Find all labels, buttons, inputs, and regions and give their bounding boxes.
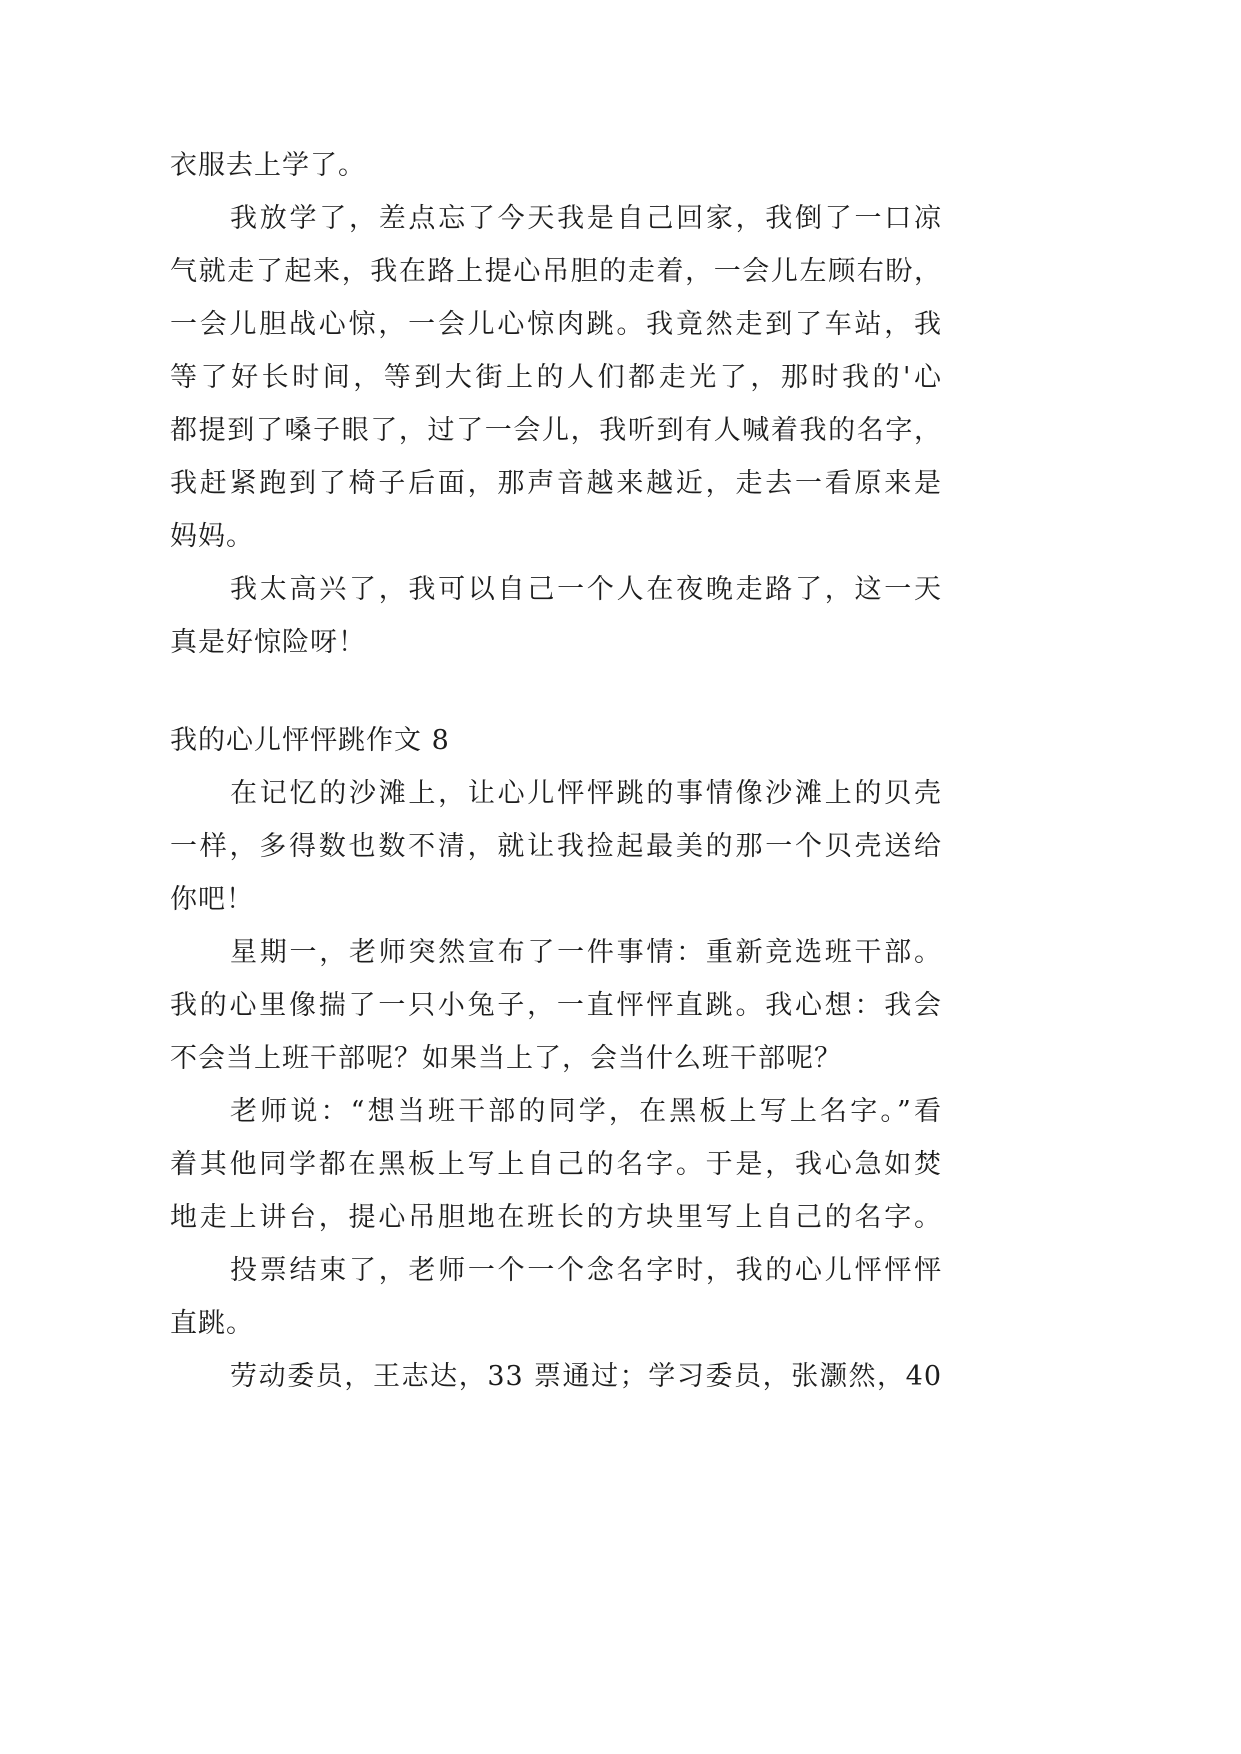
paragraph	[170, 563, 942, 669]
text-line: 直跳。	[170, 1308, 254, 1339]
text-line: 着其他同学都在黑板上写上自己的名字。于是，我心急如焚	[170, 1149, 942, 1180]
text-line: 老师说：“想当班干部的同学，在黑板上写上名字。”看	[230, 1096, 942, 1127]
paragraph	[170, 767, 942, 926]
text-line: 你吧！	[170, 884, 254, 915]
text-line: 气就走了起来，我在路上提心吊胆的走着，一会儿左顾右盼，	[170, 256, 942, 287]
text-line: 在记忆的沙滩上，让心儿怦怦跳的事情像沙滩上的贝壳	[230, 778, 942, 809]
text-line: 真是好惊险呀！	[170, 627, 366, 658]
text-line: 投票结束了，老师一个一个念名字时，我的心儿怦怦怦	[230, 1255, 942, 1286]
paragraph	[170, 192, 942, 563]
paragraph	[170, 1350, 942, 1403]
paragraph	[170, 1244, 942, 1350]
text-line: 等了好长时间，等到大街上的人们都走光了，那时我的'心	[170, 362, 942, 393]
text-line: 妈妈。	[170, 521, 254, 552]
text-line: 地走上讲台，提心吊胆地在班长的方块里写上自己的名字。	[170, 1202, 942, 1233]
page-body	[170, 139, 942, 1403]
text-line: 都提到了嗓子眼了，过了一会儿，我听到有人喊着我的名字，	[170, 415, 942, 446]
text-line: 我放学了，差点忘了今天我是自己回家，我倒了一口凉	[230, 203, 942, 234]
text-line: 星期一，老师突然宣布了一件事情：重新竞选班干部。	[230, 937, 942, 968]
text-line: 衣服去上学了。	[170, 150, 366, 181]
paragraph	[170, 926, 942, 1085]
paragraph	[170, 1085, 942, 1244]
text-line: 我太高兴了，我可以自己一个人在夜晚走路了，这一天	[230, 574, 942, 605]
text-line: 劳动委员，王志达，33 票通过；学习委员，张灏然，40	[230, 1361, 942, 1392]
paragraph	[170, 139, 942, 192]
section-divider-space	[170, 669, 942, 714]
text-line: 我的心里像揣了一只小兔子，一直怦怦直跳。我心想：我会	[170, 990, 942, 1021]
text-line: 不会当上班干部呢？如果当上了，会当什么班干部呢？	[170, 1043, 842, 1074]
text-line: 一会儿胆战心惊，一会儿心惊肉跳。我竟然走到了车站，我	[170, 309, 942, 340]
text-line: 我赶紧跑到了椅子后面，那声音越来越近，走去一看原来是	[170, 468, 942, 499]
essay-title: 我的心儿怦怦跳作文 8	[170, 725, 450, 756]
text-line: 一样，多得数也数不清，就让我捡起最美的那一个贝壳送给	[170, 831, 942, 862]
